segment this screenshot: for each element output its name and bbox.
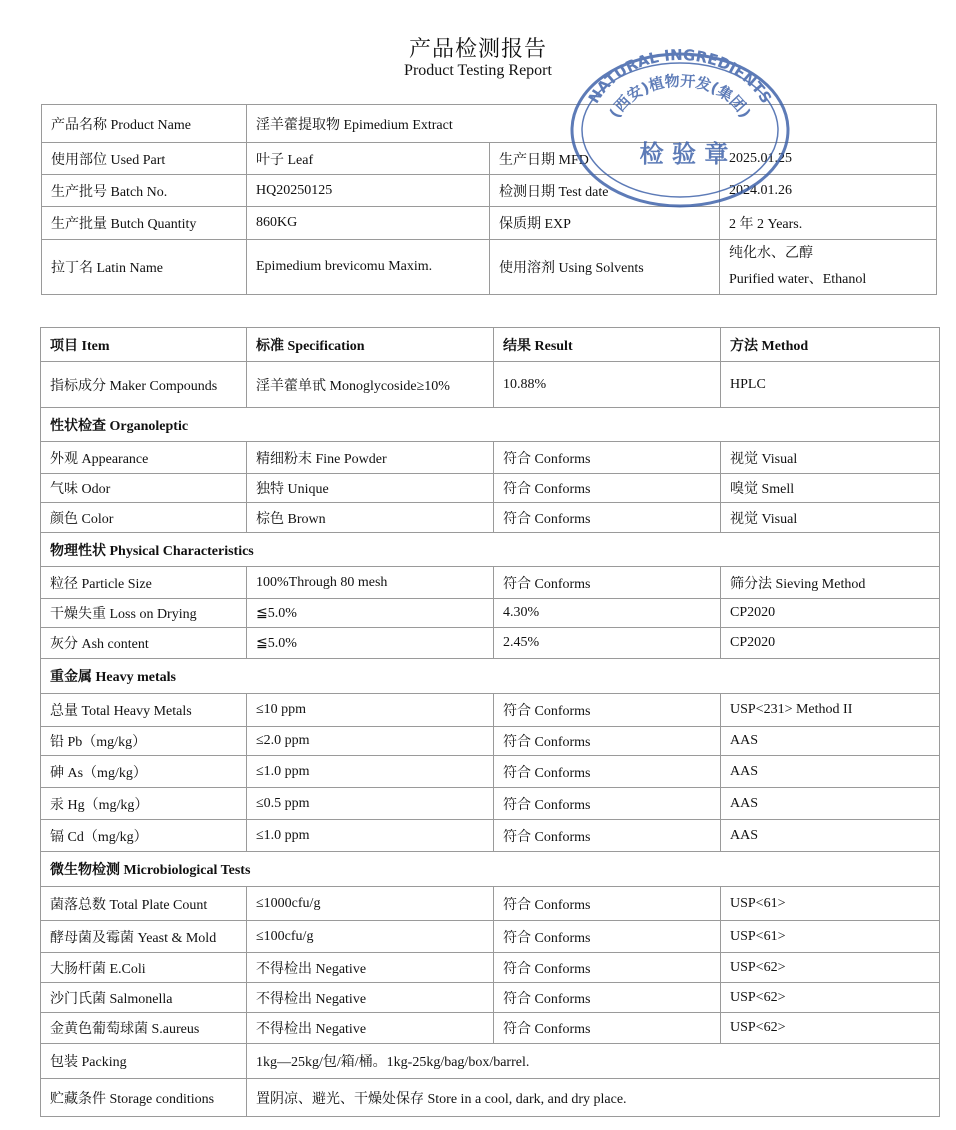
marker-specification: 淫羊藿单甙 Monoglycoside≥10% <box>247 362 494 408</box>
table-row <box>41 788 940 820</box>
packing-value: 1kg—25kg/包/箱/桶。1kg-25kg/bag/box/barrel. <box>247 1044 940 1079</box>
cell-method: USP<231> Method II <box>721 694 940 727</box>
cell-specification: 独特 Unique <box>247 474 494 503</box>
cell-method: 视觉 Visual <box>721 503 940 533</box>
cell-item: 大肠杆菌 E.Coli <box>41 953 247 983</box>
used-part-label: 使用部位 Used Part <box>42 143 247 175</box>
test-date-value: 2024.01.26 <box>720 175 937 207</box>
cell-method: USP<62> <box>721 983 940 1013</box>
cell-item: 总量 Total Heavy Metals <box>41 694 247 727</box>
header-item: 项目 Item <box>41 328 247 362</box>
marker-method: HPLC <box>721 362 940 408</box>
cell-method: USP<61> <box>721 921 940 953</box>
cell-method: AAS <box>721 727 940 756</box>
cell-specification: ≦5.0% <box>247 599 494 628</box>
cell-result: 符合 Conforms <box>494 727 721 756</box>
cell-specification: 不得检出 Negative <box>247 953 494 983</box>
latin-name-label: 拉丁名 Latin Name <box>42 240 247 295</box>
cell-method: AAS <box>721 820 940 852</box>
product-info-table <box>41 104 937 295</box>
product-name-label: 产品名称 Product Name <box>42 105 247 143</box>
table-row <box>41 362 940 408</box>
section-row <box>41 852 940 887</box>
header-result: 结果 Result <box>494 328 721 362</box>
cell-specification: ≦5.0% <box>247 628 494 659</box>
stamp-ring-text: NATURAL INGREDIENTS <box>584 45 776 107</box>
cell-item: 气味 Odor <box>41 474 247 503</box>
header-method: 方法 Method <box>721 328 940 362</box>
cell-item: 外观 Appearance <box>41 442 247 474</box>
table-row <box>41 756 940 788</box>
cell-item: 菌落总数 Total Plate Count <box>41 887 247 921</box>
cell-specification: 不得检出 Negative <box>247 1013 494 1044</box>
cell-result: 符合 Conforms <box>494 442 721 474</box>
cell-method: 筛分法 Sieving Method <box>721 567 940 599</box>
cell-method: CP2020 <box>721 628 940 659</box>
exp-label: 保质期 EXP <box>490 207 720 240</box>
cell-result: 符合 Conforms <box>494 567 721 599</box>
packing-label: 包装 Packing <box>41 1044 247 1079</box>
cell-item: 镉 Cd（mg/kg） <box>41 820 247 852</box>
solvents-value <box>720 240 937 295</box>
cell-result: 4.30% <box>494 599 721 628</box>
table-row <box>41 887 940 921</box>
table-row <box>41 628 940 659</box>
table-row <box>41 567 940 599</box>
cell-item: 颜色 Color <box>41 503 247 533</box>
cell-result: 符合 Conforms <box>494 1013 721 1044</box>
cell-specification: 棕色 Brown <box>247 503 494 533</box>
cell-result: 符合 Conforms <box>494 953 721 983</box>
section-row <box>41 408 940 442</box>
cell-method: AAS <box>721 788 940 820</box>
cell-item: 铅 Pb（mg/kg） <box>41 727 247 756</box>
table-row <box>41 474 940 503</box>
cell-method: 嗅觉 Smell <box>721 474 940 503</box>
cell-result: 2.45% <box>494 628 721 659</box>
section-title: 微生物检测 Microbiological Tests <box>41 852 940 887</box>
stamp-center-text: 检 验 章 <box>639 140 729 168</box>
cell-specification: ≤0.5 ppm <box>247 788 494 820</box>
cell-method: USP<61> <box>721 887 940 921</box>
solvents-label: 使用溶剂 Using Solvents <box>490 240 720 295</box>
used-part-value: 叶子 Leaf <box>247 143 490 175</box>
cell-specification: ≤10 ppm <box>247 694 494 727</box>
storage-label: 贮藏条件 Storage conditions <box>41 1079 247 1117</box>
cell-result: 符合 Conforms <box>494 921 721 953</box>
table-header-row <box>41 328 940 362</box>
table-row <box>41 694 940 727</box>
mfd-label: 生产日期 MFD <box>490 143 720 175</box>
cell-result: 符合 Conforms <box>494 503 721 533</box>
cell-method: USP<62> <box>721 953 940 983</box>
cell-result: 符合 Conforms <box>494 887 721 921</box>
cell-result: 符合 Conforms <box>494 694 721 727</box>
table-row <box>41 727 940 756</box>
cell-specification: ≤1.0 ppm <box>247 820 494 852</box>
cell-item: 灰分 Ash content <box>41 628 247 659</box>
product-name-value: 淫羊藿提取物 Epimedium Extract <box>247 105 937 143</box>
cell-item: 金黄色葡萄球菌 S.aureus <box>41 1013 247 1044</box>
marker-item: 指标成分 Maker Compounds <box>41 362 247 408</box>
cell-specification: 100%Through 80 mesh <box>247 567 494 599</box>
cell-item: 沙门氏菌 Salmonella <box>41 983 247 1013</box>
stamp-inner-text: (西安)植物开发(集团) <box>605 71 755 121</box>
test-date-label: 检测日期 Test date <box>490 175 720 207</box>
table-row <box>41 442 940 474</box>
solvents-en: Purified water、Ethanol <box>729 272 867 287</box>
mfd-value: 2025.01.25 <box>720 143 937 175</box>
cell-specification: ≤100cfu/g <box>247 921 494 953</box>
header-specification: 标准 Specification <box>247 328 494 362</box>
section-row <box>41 533 940 567</box>
quantity-label: 生产批量 Butch Quantity <box>42 207 247 240</box>
cell-item: 砷 As（mg/kg） <box>41 756 247 788</box>
table-row <box>41 953 940 983</box>
test-results-table <box>40 327 940 1117</box>
table-row <box>41 983 940 1013</box>
cell-item: 酵母菌及霉菌 Yeast & Mold <box>41 921 247 953</box>
table-row <box>41 921 940 953</box>
table-row <box>41 599 940 628</box>
cell-method: CP2020 <box>721 599 940 628</box>
section-row <box>41 659 940 694</box>
cell-item: 干燥失重 Loss on Drying <box>41 599 247 628</box>
solvents-cn: 纯化水、乙醇 <box>729 246 813 261</box>
cell-specification: ≤2.0 ppm <box>247 727 494 756</box>
report-title-en: Product Testing Report <box>404 62 552 79</box>
cell-method: AAS <box>721 756 940 788</box>
inspection-stamp <box>562 32 794 208</box>
cell-specification: 不得检出 Negative <box>247 983 494 1013</box>
cell-specification: ≤1.0 ppm <box>247 756 494 788</box>
cell-result: 符合 Conforms <box>494 788 721 820</box>
batch-label: 生产批号 Batch No. <box>42 175 247 207</box>
table-row <box>41 820 940 852</box>
table-row <box>41 1013 940 1044</box>
exp-value: 2 年 2 Years. <box>720 207 937 240</box>
quantity-value: 860KG <box>247 207 490 240</box>
cell-result: 符合 Conforms <box>494 756 721 788</box>
marker-result: 10.88% <box>494 362 721 408</box>
latin-name-value: Epimedium brevicomu Maxim. <box>247 240 490 295</box>
batch-value: HQ20250125 <box>247 175 490 207</box>
cell-specification: 精细粉末 Fine Powder <box>247 442 494 474</box>
cell-method: USP<62> <box>721 1013 940 1044</box>
cell-specification: ≤1000cfu/g <box>247 887 494 921</box>
report-title-cn: 产品检测报告 <box>408 36 547 61</box>
section-title: 物理性状 Physical Characteristics <box>41 533 940 567</box>
table-row <box>41 503 940 533</box>
cell-item: 粒径 Particle Size <box>41 567 247 599</box>
storage-value: 置阴凉、避光、干燥处保存 Store in a cool, dark, and dry place. <box>247 1079 940 1117</box>
cell-item: 汞 Hg（mg/kg） <box>41 788 247 820</box>
cell-result: 符合 Conforms <box>494 983 721 1013</box>
cell-result: 符合 Conforms <box>494 820 721 852</box>
section-title: 重金属 Heavy metals <box>41 659 940 694</box>
cell-result: 符合 Conforms <box>494 474 721 503</box>
section-title: 性状检查 Organoleptic <box>41 408 940 442</box>
packing-row <box>41 1044 940 1079</box>
cell-method: 视觉 Visual <box>721 442 940 474</box>
storage-row <box>41 1079 940 1117</box>
